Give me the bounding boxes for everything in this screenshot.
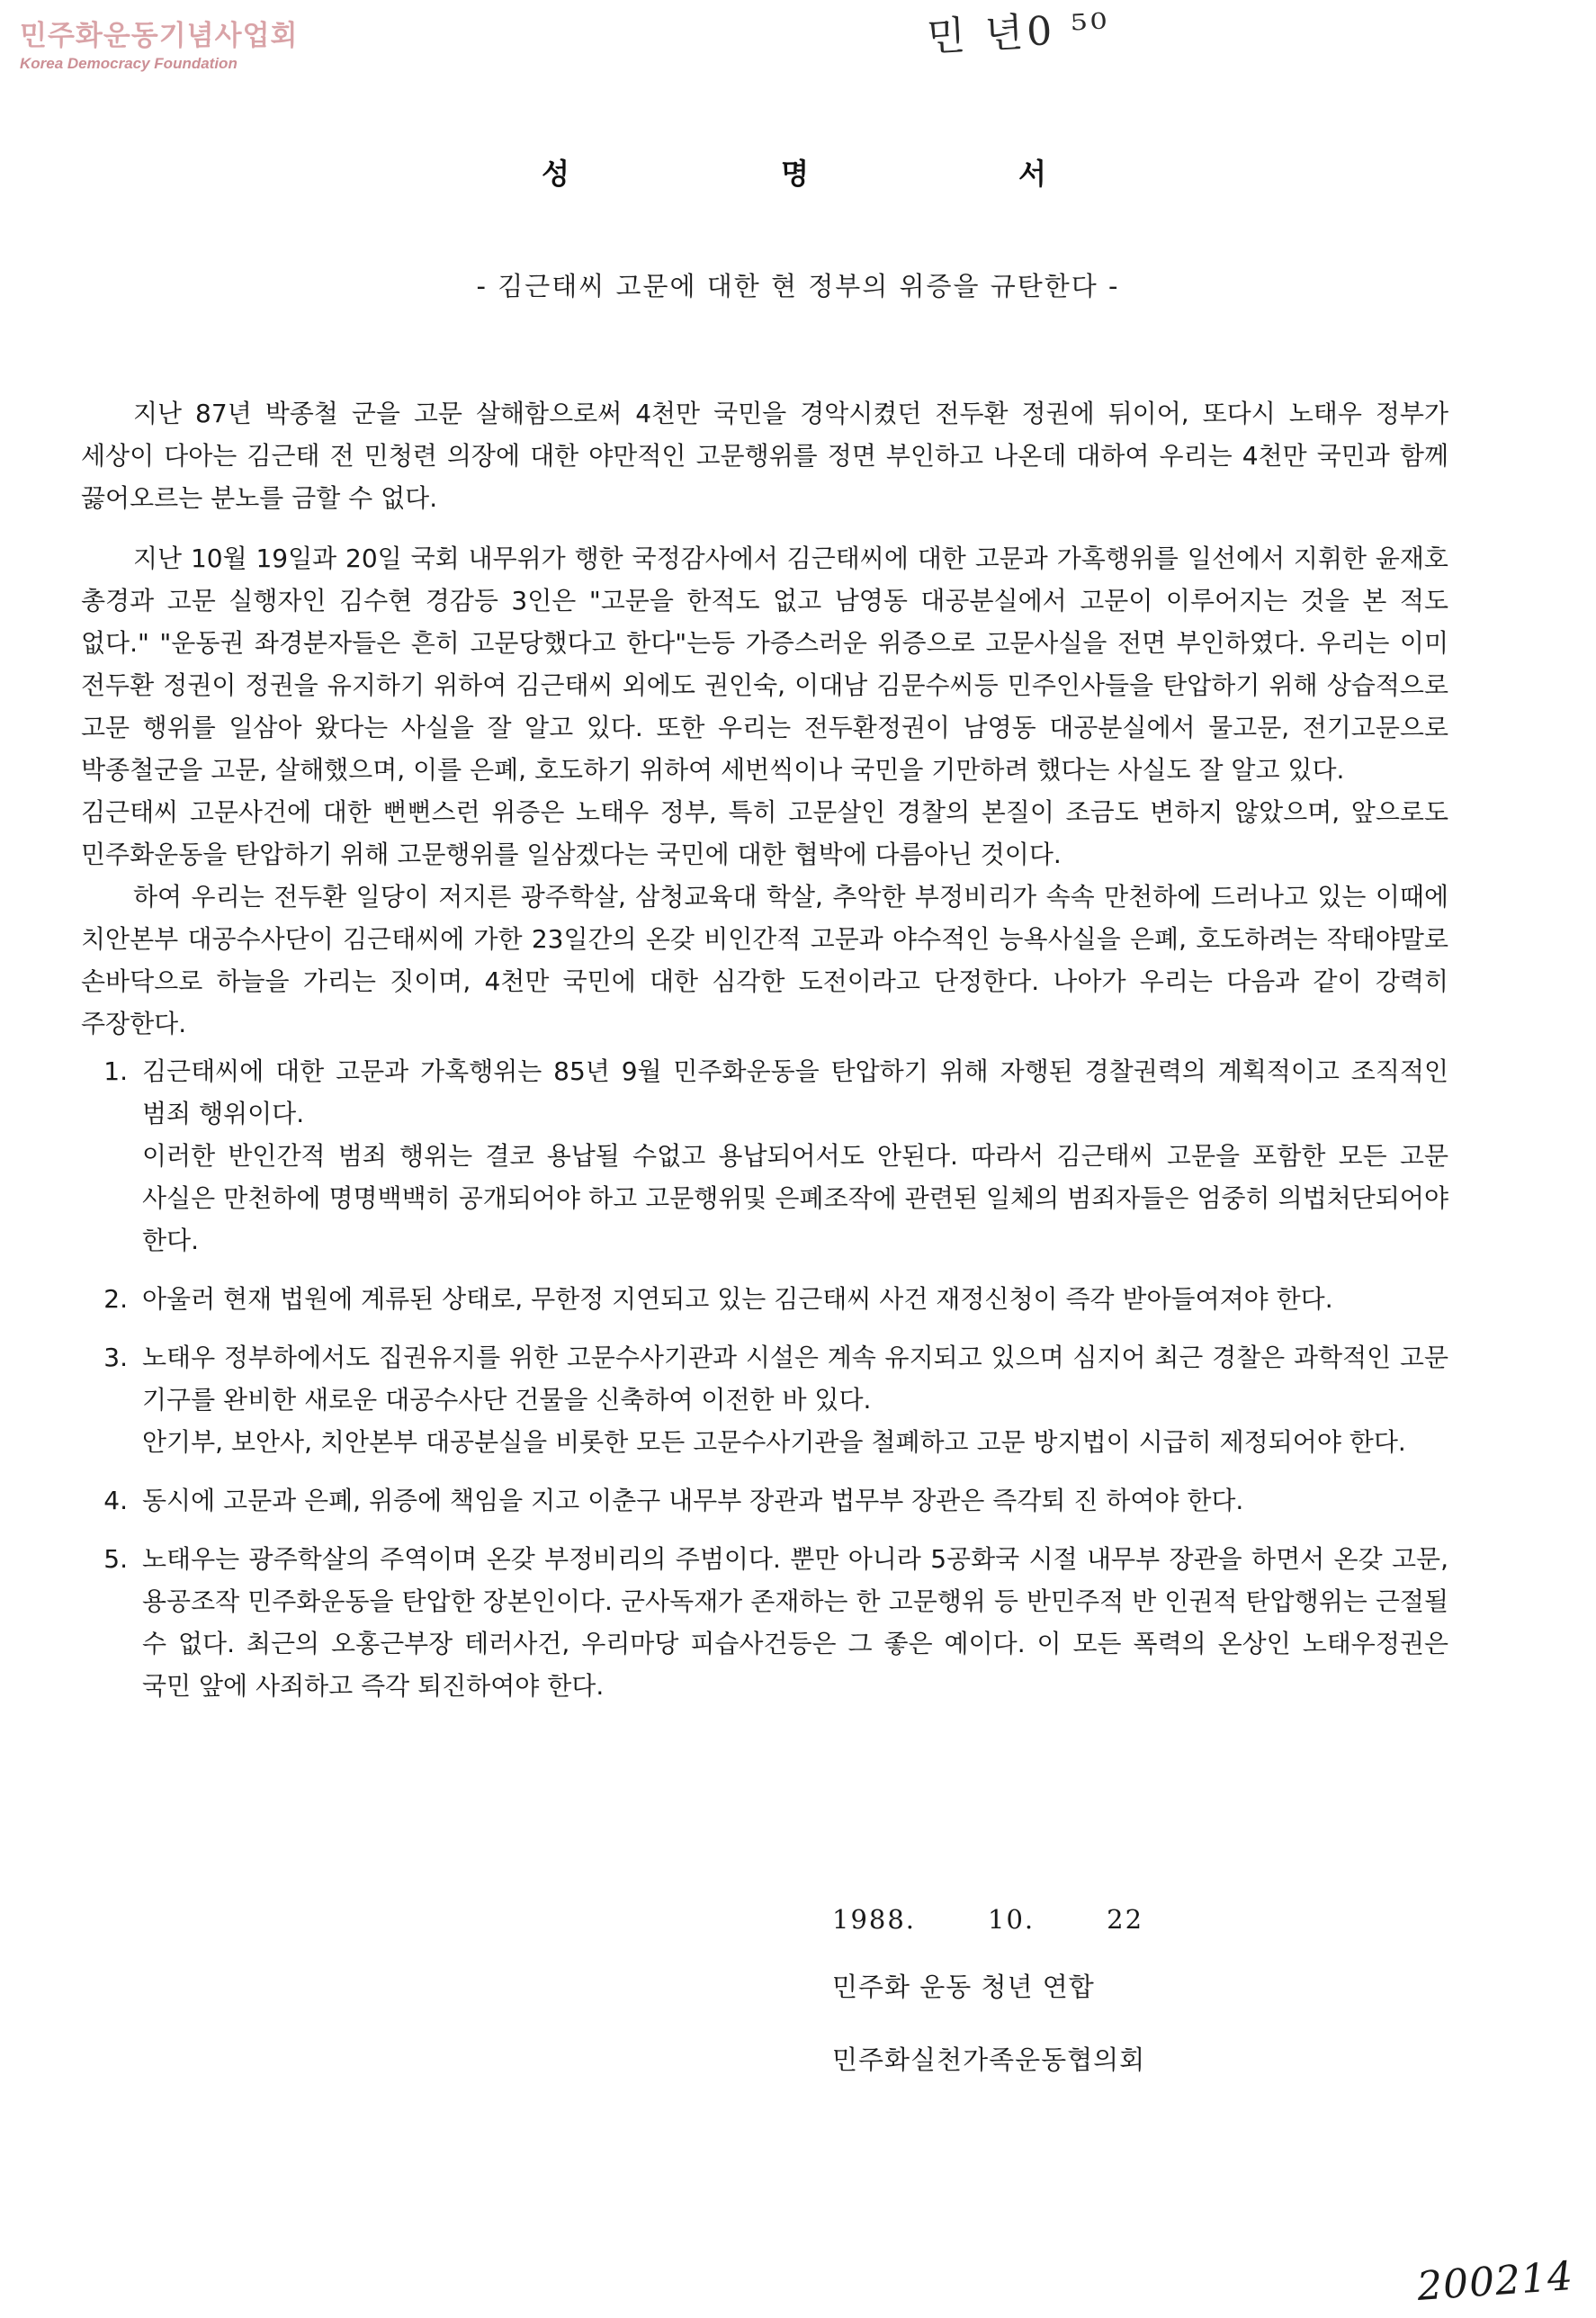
title-char: 성: [542, 157, 569, 191]
item-text: 노태우는 광주학살의 주역이며 온갖 부정비리의 주범이다. 뿐만 아니라 5공화국 시절 내무부 장관을 하면서 온갖 고문, 용공조작 민주화운동을 탄압한 장본인이다. 군사독재가 존재하는 한 고문행위 등 반민주적 반 인권적 탄압행위는 근절될 수 없다. 최근의 오홍근부장 테러사건, 우리마당 피습사건등은 그 좋은 예이다. 이 모든 폭력의 온상인 노태우정권은 국민 앞에 사죄하고 즉각 퇴진하여야 한다.: [142, 1544, 1448, 1701]
organization-name: 민주화실천가족운동협의회: [832, 2044, 1146, 2075]
item-number: 3.: [103, 1343, 128, 1372]
handwritten-top-note: 민 년0 ⁵⁰: [926, 4, 1112, 61]
paragraph: 하여 우리는 전두환 일당이 저지른 광주학살, 삼청교육대 학살, 추악한 부정비리가 속속 만천하에 드러나고 있는 이때에 치안본부 대공수사단이 김근태씨에 가한 23일간의 온갖 비인간적 고문과 야수적인 능욕사실을 은폐, 호도하려는 작태야말로 손바닥으로 하늘을 가리는 짓이며, 4천만 국민에 대한 심각한 도전이라고 단정한다. 나아가 우리는 다음과 같이 강력히 주장한다.: [81, 882, 1448, 1038]
paragraph: 지난 10월 19일과 20일 국회 내무위가 행한 국정감사에서 김근태씨에 대한 고문과 가혹행위를 일선에서 지휘한 윤재호 총경과 고문 실행자인 김수현 경감등 3인은 "고문을 한적도 없고 남영동 대공분실에서 고문이 이루어지는 것을 본 적도 없다." "운동권 좌경분자들은 흔히 고문당했다고 한다"는등 가증스러운 위증으로 고문사실을 전면 부인하였다. 우리는 이미 전두환 정권이 정권을 유지하기 위하여 김근태씨 외에도 권인숙, 이대남 김문수씨등 민주인사들을 탄압하기 위해 상습적으로 고문 행위를 일삼아 왔다는 사실을 잘 알고 있다. 또한 우리는 전두환정권이 남영동 대공분실에서 물고문, 전기고문으로 박종철군을 고문, 살해했으며, 이를 은폐, 호도하기 위하여 세번씩이나 국민을 기만하려 했다는 사실도 잘 알고 있다.: [81, 544, 1448, 785]
item-text: 안기부, 보안사, 치안본부 대공분실을 비롯한 모든 고문수사기관을 철폐하고 고문 방지법이 시급히 제정되어야 한다.: [142, 1427, 1406, 1457]
date-day: 22: [1107, 1904, 1144, 1935]
document-subtitle: - 김근태씨 고문에 대한 현 정부의 위증을 규탄한다 -: [476, 271, 1120, 301]
organization-name: 민주화 운동 청년 연합: [832, 1972, 1095, 2002]
demands-list: [81, 1050, 1448, 1707]
document-body: [81, 392, 1448, 1723]
item-number: 4.: [103, 1486, 128, 1515]
item-number: 5.: [103, 1544, 128, 1574]
date-month: 10.: [988, 1904, 1036, 1935]
list-item: [81, 1479, 1448, 1522]
paragraph: 김근태씨 고문사건에 대한 뻔뻔스런 위증은 노태우 정부, 특히 고문살인 경찰의 본질이 조금도 변하지 않았으며, 앞으로도 민주화운동을 탄압하기 위해 고문행위를 일삼겠다는 국민에 대한 협박에 다름아닌 것이다.: [81, 797, 1448, 869]
list-item: [81, 1538, 1448, 1707]
item-text: 이러한 반인간적 범죄 행위는 결코 용납될 수없고 용납되어서도 안된다. 따라서 김근태씨 고문을 포함한 모든 고문 사실은 만천하에 명명백백히 공개되어야 하고 고문행위및 은폐조작에 관련된 일체의 범죄자들은 엄중히 의법처단되어야 한다.: [142, 1141, 1448, 1255]
list-item: [81, 1050, 1448, 1262]
document-date: [832, 1904, 1215, 1935]
signature-block: [832, 1904, 1215, 2113]
list-item: [81, 1336, 1448, 1463]
handwritten-document-code: 200214: [1415, 2252, 1575, 2311]
item-number: 2.: [103, 1284, 128, 1314]
item-text: 노태우 정부하에서도 집권유지를 위한 고문수사기관과 시설은 계속 유지되고 있으며 심지어 최근 경찰은 과학적인 고문 기구를 완비한 새로운 대공수사단 건물을 신축하여 이전한 바 있다.: [142, 1343, 1448, 1415]
title-char: 서: [1018, 157, 1046, 191]
item-text: 김근태씨에 대한 고문과 가혹행위는 85년 9월 민주화운동을 탄압하기 위해 자행된 경찰권력의 계획적이고 조직적인 범죄 행위이다.: [142, 1056, 1448, 1128]
item-number: 1.: [103, 1056, 128, 1086]
item-text: 아울러 현재 법원에 계류된 상태로, 무한정 지연되고 있는 김근태씨 사건 재정신청이 즉각 받아들여져야 한다.: [142, 1284, 1333, 1314]
date-year: 1988.: [832, 1904, 917, 1935]
watermark-english: Korea Democracy Foundation: [20, 55, 238, 72]
paragraph: 지난 87년 박종철 군을 고문 살해함으로써 4천만 국민을 경악시켰던 전두환 정권에 뒤이어, 또다시 노태우 정부가 세상이 다아는 김근태 전 민청련 의장에 대한 야만적인 고문행위를 정면 부인하고 나온데 대하여 우리는 4천만 국민과 함께 끓어오르는 분노를 금할 수 없다.: [81, 399, 1448, 513]
item-text: 동시에 고문과 은폐, 위증에 책임을 지고 이춘구 내무부 장관과 법무부 장관은 즉각퇴 진 하여야 한다.: [142, 1486, 1244, 1515]
title-char: 명: [781, 157, 809, 191]
watermark: [20, 13, 298, 73]
watermark-korean: 민주화운동기념사업회: [20, 20, 299, 52]
list-item: [81, 1278, 1448, 1320]
